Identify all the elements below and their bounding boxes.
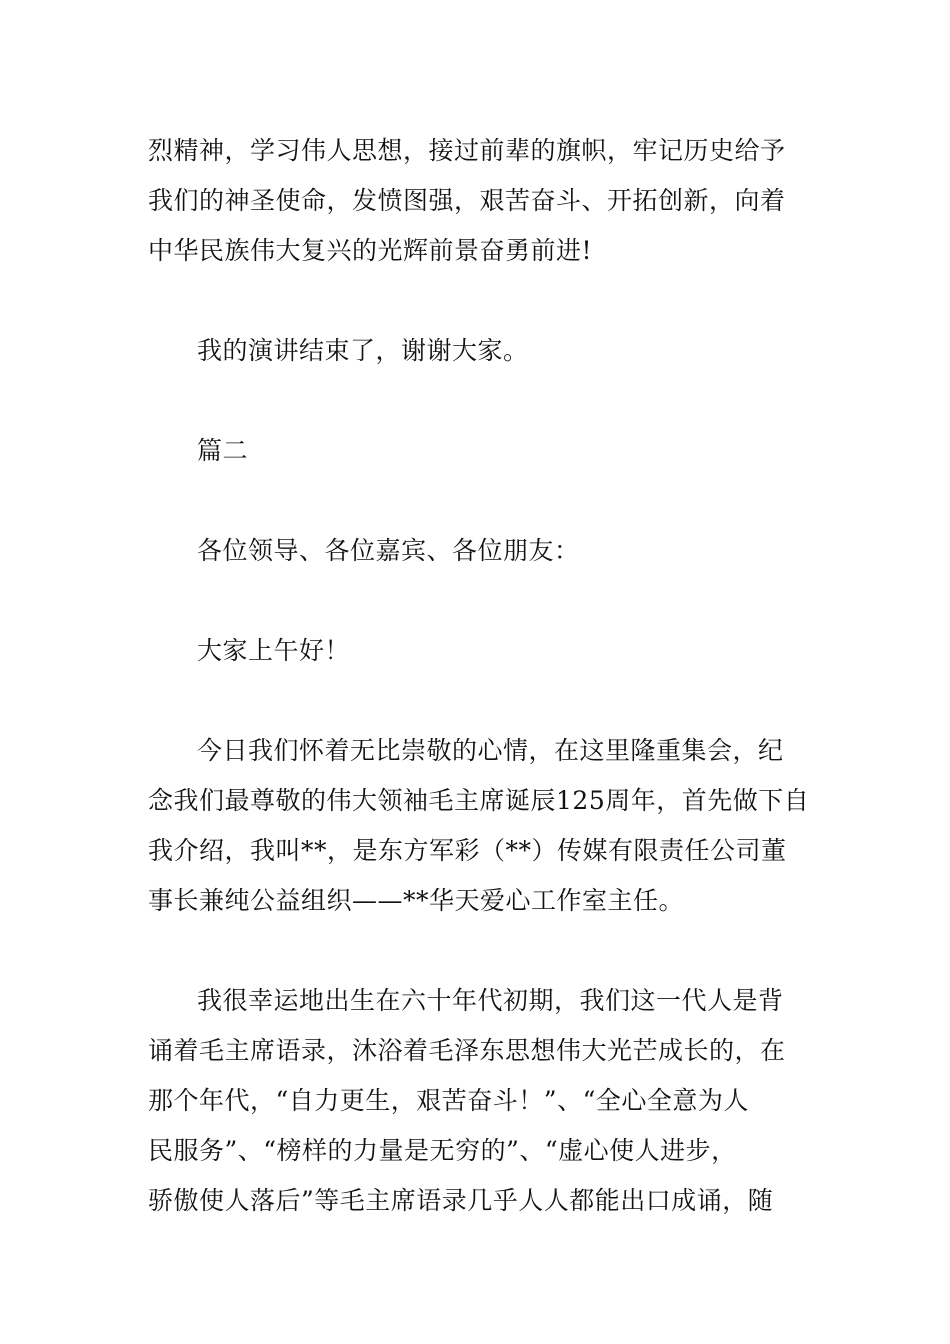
salutation-line: 各位领导、各位嘉宾、各位朋友：	[197, 536, 580, 565]
paragraph-line: 念我们最尊敬的伟大领袖毛主席诞辰125周年，首先做下自	[148, 786, 810, 815]
paragraph-line: 我很幸运地出生在六十年代初期，我们这一代人是背	[197, 986, 784, 1015]
paragraph-line: 事长兼纯公益组织——**华天爱心工作室主任。	[148, 886, 685, 915]
paragraph-line: 我介绍，我叫**，是东方军彩（**）传媒有限责任公司董	[148, 836, 787, 865]
paragraph-line: 民服务”、“榜样的力量是无穷的”、“虚心使人进步，	[148, 1136, 737, 1165]
paragraph-line: 那个年代，“自力更生，艰苦奋斗！”、“全心全意为人	[148, 1086, 749, 1115]
paragraph-line: 骄傲使人落后”等毛主席语录几乎人人都能出口成诵，随	[148, 1186, 774, 1215]
paragraph-line: 我们的神圣使命，发愤图强，艰苦奋斗、开拓创新，向着	[148, 186, 786, 215]
paragraph-line: 烈精神，学习伟人思想，接过前辈的旗帜，牢记历史给予	[148, 136, 786, 165]
paragraph-line: 今日我们怀着无比崇敬的心情，在这里隆重集会，纪	[197, 736, 784, 765]
greeting-line: 大家上午好！	[197, 636, 351, 665]
section-heading: 篇二	[197, 436, 249, 465]
paragraph-line: 中华民族伟大复兴的光辉前景奋勇前进!	[148, 236, 593, 265]
paragraph-line: 我的演讲结束了，谢谢大家。	[197, 336, 529, 365]
paragraph-line: 诵着毛主席语录，沐浴着毛泽东思想伟大光芒成长的，在	[148, 1036, 786, 1065]
